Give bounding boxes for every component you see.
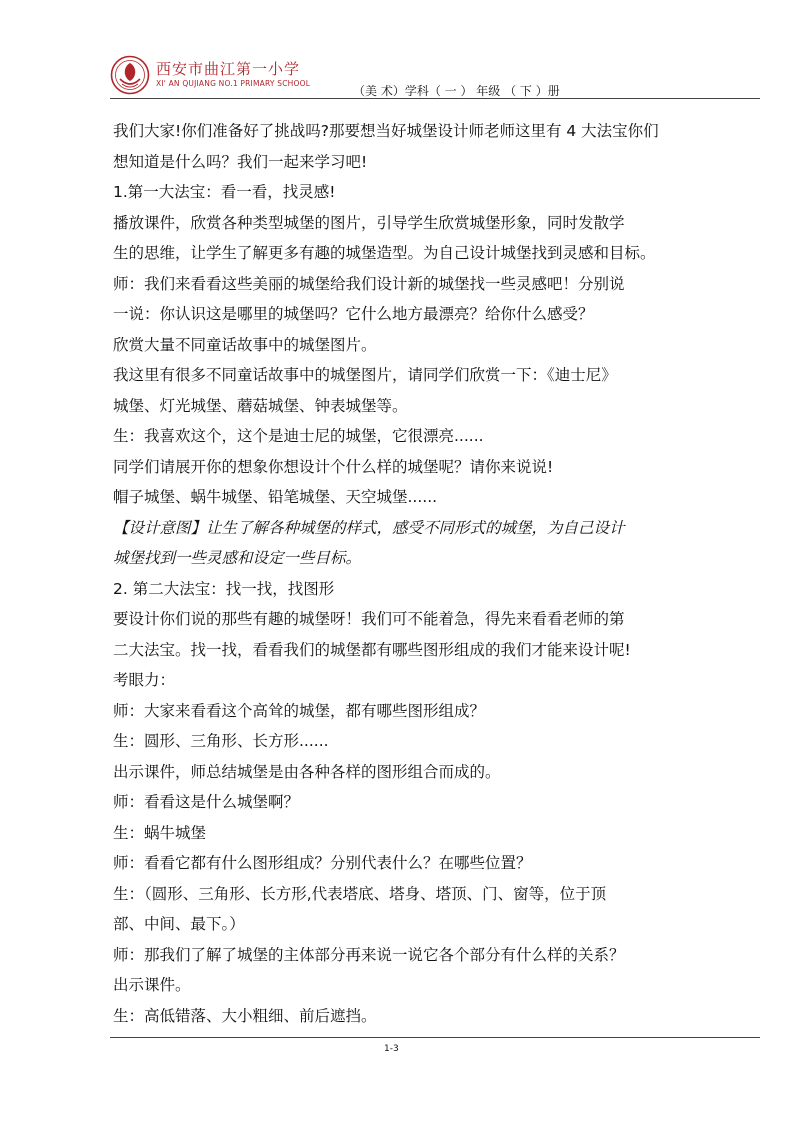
page-number: 1-3	[384, 1044, 399, 1054]
school-name-cn: 西安市曲江第一小学	[156, 60, 301, 78]
paragraph-line: 师：我们来看看这些美丽的城堡给我们设计新的城堡找一些灵感吧！分别说	[113, 274, 625, 293]
paragraph-line: 我这里有很多不同童话故事中的城堡图片，请同学们欣赏一下：《迪士尼》	[113, 366, 617, 384]
paragraph-line: 欣赏大量不同童话故事中的城堡图片。	[113, 335, 377, 354]
paragraph-line: 考眼力：	[113, 671, 176, 689]
paragraph-line: 师：那我们了解了城堡的主体部分再来说一说它各个部分有什么样的关系？	[113, 945, 625, 964]
document-body	[113, 116, 673, 1031]
paragraph-line: 生：圆形、三角形、长方形......	[113, 732, 329, 750]
paragraph-line: 生：（圆形、三角形、长方形,代表塔底、塔身、塔顶、门、窗等，位于顶	[113, 884, 607, 903]
paragraph-line: 要设计你们说的那些有趣的城堡呀！我们可不能着急，得先来看看老师的第	[113, 610, 625, 628]
section-heading: 1.第一大法宝：看一看，找灵感!	[113, 183, 336, 201]
paragraph-line: 部、中间、最下。）	[113, 915, 245, 933]
paragraph-line: 生：高低错落、大小粗细、前后遮挡。	[113, 1006, 377, 1025]
school-name-en: XI' AN QUJIANG NO.1 PRIMARY SCHOOL	[156, 79, 311, 88]
paragraph-line: 我们大家!你们准备好了挑战吗?那要想当好城堡设计师老师这里有 4 大法宝你们	[113, 122, 659, 140]
paragraph-line: 出示课件。	[113, 976, 191, 994]
paragraph-line: 城堡、灯光城堡、蘑菇城堡、钟表城堡等。	[113, 396, 408, 415]
paragraph-line: 生的思维，让学生了解更多有趣的城堡造型。为自己设计城堡找到灵感和目标。	[113, 244, 656, 262]
design-intent-note: 城堡找到一些灵感和设定一些目标。	[113, 549, 362, 567]
paragraph-line: 播放课件，欣赏各种类型城堡的图片，引导学生欣赏城堡形象，同时发散学	[113, 213, 625, 232]
subject-grade-line: （美 术）学科（ 一 ） 年级 （ 下 ）册	[353, 84, 560, 98]
design-intent-note: 【设计意图】让生了解各种城堡的样式，感受不同形式的城堡，为自己设计	[113, 518, 625, 537]
page-header	[110, 52, 760, 98]
paragraph-line: 出示课件，师总结城堡是由各种各样的图形组合而成的。	[113, 762, 501, 781]
section-heading: 2. 第二大法宝：找一找，找图形	[113, 579, 335, 598]
paragraph-line: 生：蜗牛城堡	[113, 823, 207, 842]
paragraph-line: 师：看看它都有什么图形组成？分别代表什么？在哪些位置？	[113, 854, 532, 872]
paragraph-line: 同学们请展开你的想象你想设计个什么样的城堡呢？请你来说说!	[113, 457, 554, 476]
paragraph-line: 师：看看这是什么城堡啊？	[113, 793, 300, 811]
footer-divider	[110, 1037, 760, 1038]
paragraph-line: 生：我喜欢这个，这个是迪士尼的城堡，它很漂亮......	[113, 427, 484, 445]
school-emblem-icon	[110, 55, 150, 95]
paragraph-line: 二大法宝。找一找，看看我们的城堡都有哪些图形组成的我们才能来设计呢!	[113, 640, 631, 659]
paragraph-line: 帽子城堡、蜗牛城堡、铅笔城堡、天空城堡......	[113, 488, 438, 506]
header-divider	[110, 98, 760, 99]
paragraph-line: 师：大家来看看这个高耸的城堡，都有哪些图形组成？	[113, 701, 486, 720]
paragraph-line: 一说：你认识这是哪里的城堡吗？它什么地方最漂亮？给你什么感受？	[113, 305, 594, 323]
paragraph-line: 想知道是什么吗？我们一起来学习吧!	[113, 152, 368, 171]
